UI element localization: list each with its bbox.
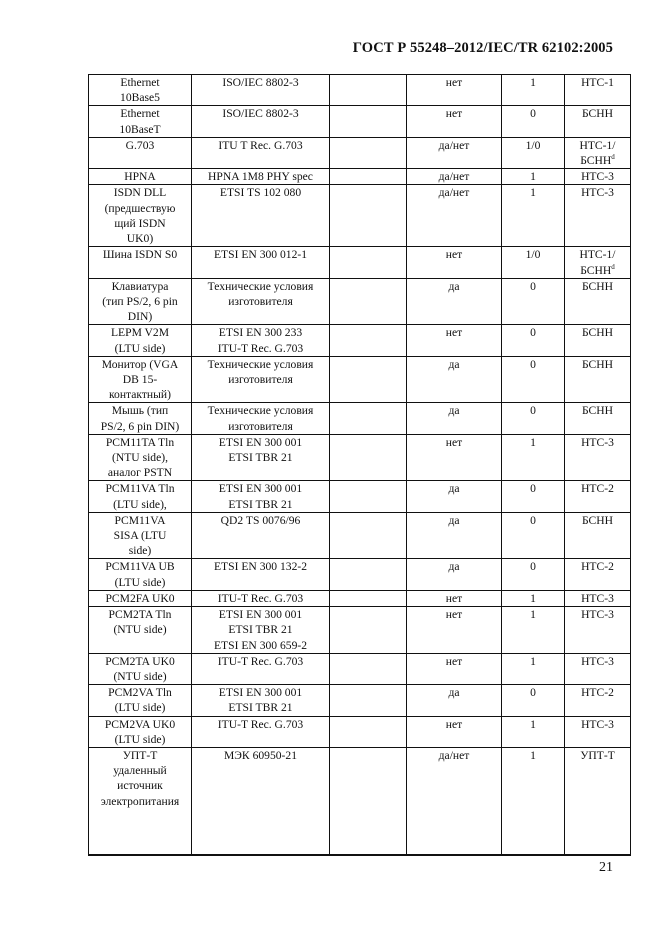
cell-text: нет [445,608,463,622]
cell-text: ITU-T Rec. G.703 [217,654,304,668]
cell-text: да [448,482,460,496]
document-header: ГОСТ Р 55248–2012/IEC/TR 62102:2005 [352,40,613,56]
standard-cell [192,169,330,185]
circuit-type-cell [565,685,631,716]
circuit-type-cell [565,481,631,512]
isolation-cell [407,278,502,325]
empty-cell [330,247,407,278]
class-cell [502,653,565,684]
cell-text: Технические условия изготовителя [207,404,314,433]
cell-text: 1 [530,717,536,731]
isolation-cell [407,434,502,481]
empty-cell [330,559,407,590]
cell-text: ITU T Rec. G.703 [218,138,303,152]
isolation-cell [407,137,502,168]
interface-cell [89,106,192,137]
empty-cell [330,169,407,185]
cell-text: нет [445,326,463,340]
empty-cell [330,325,407,356]
circuit-type-cell [565,278,631,325]
cell-text: БСНН [581,357,614,371]
cell-text: PCM11VA SISA (LTU side) [113,513,167,558]
cell-text: 0 [530,686,536,700]
table-row [89,169,631,185]
cell-text: 1 [530,608,536,622]
cell-text: да [448,404,460,418]
cell-text: 1/0 [525,248,541,262]
cell-text: 0 [530,326,536,340]
empty-cell [330,278,407,325]
isolation-cell [407,325,502,356]
class-cell [502,356,565,403]
class-cell [502,75,565,106]
cell-text: 0 [530,482,536,496]
standard-cell [192,185,330,247]
standard-cell [192,607,330,654]
table-row [89,559,631,590]
table-row [89,75,631,106]
cell-text: НТС-3 [581,186,614,200]
class-cell [502,481,565,512]
cell-text: 0 [530,357,536,371]
interface-cell [89,747,192,855]
isolation-cell [407,481,502,512]
page-number: 21 [599,860,613,875]
table-row [89,247,631,278]
cell-text: PCM2VA Tln (LTU side) [108,686,172,715]
footnote-marker: d [611,262,615,271]
cell-text: НТС-1/ БСНН [579,138,616,168]
cell-text: да [448,513,460,527]
class-cell [502,169,565,185]
cell-text: ETSI EN 300 001 ETSI TBR 21 [218,686,303,715]
circuit-type-cell [565,559,631,590]
class-cell [502,512,565,559]
empty-cell [330,747,407,855]
cell-text: да/нет [438,186,470,200]
circuit-type-cell [565,169,631,185]
standard-cell [192,747,330,855]
interface-cell [89,481,192,512]
class-cell [502,607,565,654]
cell-text: БСНН [581,326,614,340]
cell-text: нет [445,248,463,262]
circuit-type-cell [565,356,631,403]
cell-text: НТС-2 [581,482,614,496]
circuit-type-cell [565,106,631,137]
interface-cell [89,169,192,185]
isolation-cell [407,185,502,247]
class-cell [502,403,565,434]
cell-text: Ethernet 10Base5 [120,76,160,105]
cell-text: ETSI EN 300 001 ETSI TBR 21 ETSI EN 300 659-2 [213,608,308,652]
isolation-cell [407,747,502,855]
cell-text: да [448,279,460,293]
circuit-type-cell [565,137,631,168]
isolation-cell [407,653,502,684]
cell-text: 1 [530,591,536,605]
interface-cell [89,559,192,590]
empty-cell [330,685,407,716]
standard-cell [192,106,330,137]
empty-cell [330,75,407,106]
cell-text: НТС-2 [581,560,614,574]
interface-cell [89,75,192,106]
cell-text: Мышь (тип PS/2, 6 pin DIN) [100,404,180,433]
class-cell [502,685,565,716]
cell-text: 0 [530,107,536,121]
interface-cell [89,590,192,606]
footnote-marker: d [611,153,615,162]
cell-text: нет [445,591,463,605]
circuit-type-cell [565,325,631,356]
empty-cell [330,653,407,684]
cell-text: НТС-3 [581,717,614,731]
isolation-cell [407,403,502,434]
cell-text: PCM11VA UB (LTU side) [105,560,175,589]
table-row [89,716,631,747]
cell-text: БСНН [581,279,614,293]
cell-text: нет [445,435,463,449]
standard-cell [192,247,330,278]
cell-text: БСНН [581,513,614,527]
cell-text: ETSI TS 102 080 [219,186,302,200]
table-row [89,137,631,168]
interface-cell [89,607,192,654]
table-row [89,185,631,247]
table-row [89,278,631,325]
empty-cell [330,106,407,137]
table-row [89,403,631,434]
standard-cell [192,590,330,606]
class-cell [502,185,565,247]
cell-text: 0 [530,279,536,293]
standard-cell [192,75,330,106]
standard-cell [192,403,330,434]
cell-text: НТС-3 [581,654,614,668]
cell-text: МЭК 60950-21 [223,748,298,762]
table-row [89,653,631,684]
standard-cell [192,278,330,325]
cell-text: ETSI EN 300 001 ETSI TBR 21 [218,435,303,465]
cell-text: Технические условия изготовителя [207,357,314,387]
cell-text: ETSI EN 300 012-1 [213,248,308,262]
cell-text: Монитор (VGA DB 15- контактный) [101,357,179,402]
cell-text: да/нет [438,748,470,762]
isolation-cell [407,169,502,185]
circuit-type-cell [565,75,631,106]
table-row [89,747,631,855]
cell-text: 0 [530,560,536,574]
cell-text: НТС-1 [581,76,614,89]
interface-cell [89,685,192,716]
interface-cell [89,434,192,481]
standard-cell [192,653,330,684]
interface-cell [89,716,192,747]
cell-text: 0 [530,513,536,527]
class-cell [502,137,565,168]
interface-cell [89,278,192,325]
standard-cell [192,434,330,481]
circuit-type-cell [565,747,631,855]
standards-table [88,74,631,856]
empty-cell [330,716,407,747]
isolation-cell [407,106,502,137]
circuit-type-cell [565,403,631,434]
cell-text: да/нет [438,138,470,152]
cell-text: Технические условия изготовителя [207,279,314,309]
cell-text: Клавиатура (тип PS/2, 6 pin DIN) [102,279,178,324]
cell-text: НТС-3 [581,170,614,184]
empty-cell [330,607,407,654]
cell-text: да [448,357,460,371]
empty-cell [330,403,407,434]
isolation-cell [407,247,502,278]
interface-cell [89,137,192,168]
cell-text: 1 [530,170,536,184]
interface-cell [89,325,192,356]
circuit-type-cell [565,716,631,747]
cell-text: PCM2TA UK0 (NTU side) [105,654,175,683]
standard-cell [192,325,330,356]
circuit-type-cell [565,434,631,481]
cell-text: ISO/IEC 8802-3 [222,107,299,121]
cell-text: НТС-3 [581,591,614,605]
standard-cell [192,716,330,747]
interface-cell [89,247,192,278]
cell-text: 1 [530,435,536,449]
cell-text: PCM2VA UK0 (LTU side) [104,717,176,746]
class-cell [502,434,565,481]
interface-cell [89,653,192,684]
isolation-cell [407,716,502,747]
cell-text: 1 [530,76,536,89]
empty-cell [330,481,407,512]
cell-text: 1/0 [525,138,541,152]
cell-text: PCM2TA Tln (NTU side) [108,608,172,637]
table-row [89,481,631,512]
interface-cell [89,403,192,434]
class-cell [502,590,565,606]
standard-cell [192,356,330,403]
class-cell [502,747,565,855]
cell-text: нет [445,76,463,89]
cell-text: PCM11VA Tln (LTU side), [105,482,175,511]
empty-cell [330,185,407,247]
isolation-cell [407,559,502,590]
standard-cell [192,685,330,716]
standard-cell [192,137,330,168]
cell-text: 0 [530,404,536,418]
interface-cell [89,185,192,247]
class-cell [502,559,565,590]
class-cell [502,278,565,325]
empty-cell [330,434,407,481]
class-cell [502,325,565,356]
circuit-type-cell [565,247,631,278]
table-row [89,590,631,606]
table-row [89,356,631,403]
cell-text: 1 [530,654,536,668]
cell-text: PCM2FA UK0 [105,591,175,605]
class-cell [502,247,565,278]
cell-text: НТС-3 [581,608,614,622]
circuit-type-cell [565,590,631,606]
cell-text: да [448,686,460,700]
circuit-type-cell [565,512,631,559]
cell-text: нет [445,107,463,121]
cell-text: HPNA 1M8 PHY spec [208,170,313,184]
isolation-cell [407,590,502,606]
cell-text: LEPM V2M (LTU side) [110,326,170,355]
cell-text: Шина ISDN S0 [102,248,178,262]
cell-text: да/нет [438,170,470,184]
cell-text: ISO/IEC 8802-3 [222,76,299,89]
cell-text: HPNA [124,170,156,184]
cell-text: 1 [530,748,536,762]
cell-text: нет [445,654,463,668]
interface-cell [89,356,192,403]
table-row [89,106,631,137]
circuit-type-cell [565,185,631,247]
cell-text: БСНН [581,404,614,418]
cell-text: ETSI EN 300 233 ITU-T Rec. G.703 [217,326,304,355]
empty-cell [330,137,407,168]
empty-cell [330,512,407,559]
table-row [89,325,631,356]
class-cell [502,716,565,747]
cell-text: НТС-2 [581,686,614,700]
standard-cell [192,481,330,512]
cell-text: ETSI EN 300 001 ETSI TBR 21 [218,482,303,511]
circuit-type-cell [565,653,631,684]
cell-text: ITU-T Rec. G.703 [217,717,304,731]
cell-text: УПТ-Т удаленный источник электропитания [100,748,180,808]
isolation-cell [407,607,502,654]
table-row [89,434,631,481]
cell-text: PCM11TA Tln (NTU side), аналог PSTN [105,435,175,480]
standard-cell [192,512,330,559]
cell-text: G.703 [125,138,155,152]
cell-text: УПТ-Т [580,748,615,762]
circuit-type-cell [565,607,631,654]
cell-text: Ethernet 10BaseT [119,107,161,136]
cell-text: НТС-1/ БСНН [579,248,616,277]
cell-text: НТС-3 [581,435,614,449]
cell-text: QD2 TS 0076/96 [220,513,301,527]
table-row [89,685,631,716]
class-cell [502,106,565,137]
isolation-cell [407,685,502,716]
cell-text: нет [445,717,463,731]
standard-cell [192,559,330,590]
isolation-cell [407,75,502,106]
empty-cell [330,356,407,403]
cell-text: ITU-T Rec. G.703 [217,591,304,605]
cell-text: 1 [530,186,536,200]
table-row [89,512,631,559]
cell-text: ISDN DLL (предшествую щий ISDN UK0) [104,186,176,246]
interface-cell [89,512,192,559]
cell-text: да [448,560,460,574]
table-row [89,607,631,654]
cell-text: ETSI EN 300 132-2 [213,560,308,574]
isolation-cell [407,356,502,403]
isolation-cell [407,512,502,559]
empty-cell [330,590,407,606]
cell-text: БСНН [581,107,614,121]
